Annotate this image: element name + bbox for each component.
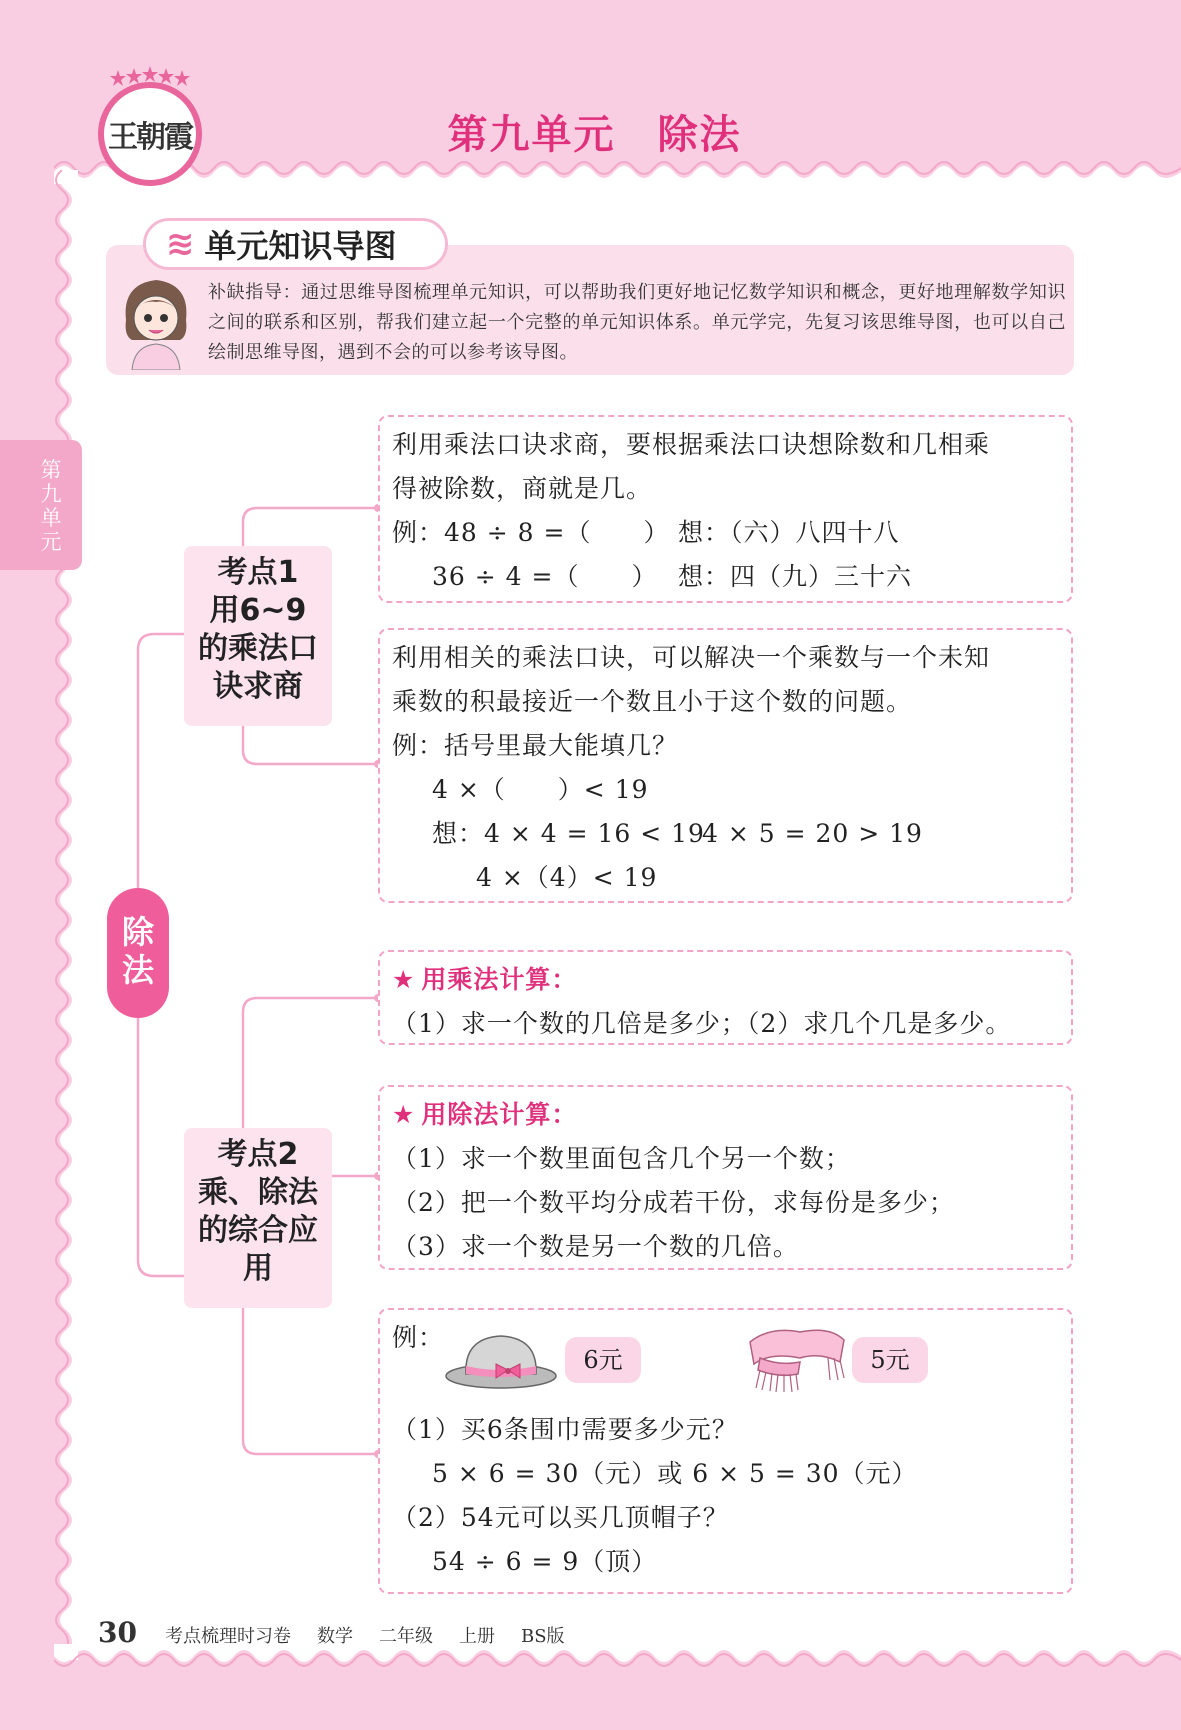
- box-text-line: （1）求一个数的几倍是多少；（2）求几个几是多少。: [392, 1009, 1012, 1038]
- equation-left: 想：4 × 4 = 16 < 19: [432, 819, 705, 848]
- box-heading-text: 用乘法计算：: [421, 965, 578, 994]
- wave-lines-icon: ≋: [166, 224, 195, 264]
- node-line: 用6~9: [209, 593, 307, 628]
- logo-text: 王朝霞: [108, 120, 192, 155]
- box-text-line: 利用相关的乘法口诀，可以解决一个乘数与一个未知: [392, 643, 991, 672]
- book-title: 考点梳理时习卷: [164, 1626, 291, 1647]
- answer: 5 × 6 = 30（元）或 6 × 5 = 30（元）: [432, 1459, 918, 1488]
- girl-avatar-icon: [116, 270, 196, 370]
- guide-text: 补缺指导：通过思维导图梳理单元知识，可以帮助我们更好地记忆数学知识和概念，更好地理解数学知识之间的联系和区别，帮我们建立起一个完整的单元知识体系。单元学完，先复习该思维导图，也可以自己绘制思维导图，遇到不会的可以参考该导图。: [208, 282, 1066, 363]
- page-title: 第九单元 除法: [447, 112, 742, 158]
- page-number: 30: [98, 1616, 137, 1649]
- node-line: 用: [243, 1251, 273, 1286]
- mindmap-node-kaodian2: [184, 1128, 332, 1308]
- box-text-line: （2）把一个数平均分成若干份，求每份是多少；: [392, 1188, 955, 1217]
- mindmap-node-kaodian1: [184, 546, 332, 726]
- knowledge-box-3: [378, 950, 1073, 1045]
- knowledge-box-1: [378, 415, 1073, 603]
- root-char: 除法: [121, 913, 154, 989]
- question: （2）54元可以买几顶帽子？: [392, 1503, 729, 1532]
- example-label: 例：: [392, 1323, 445, 1352]
- box-text-line: 利用乘法口诀求商，要根据乘法口诀想除数和几相乘: [392, 430, 991, 459]
- section-title: 单元知识导图: [204, 227, 397, 265]
- node-line: 诀求商: [213, 669, 303, 704]
- example-left: 36 ÷ 4 =（ ）: [432, 562, 658, 591]
- edition: BS版: [520, 1626, 565, 1647]
- example-right: 想：（六）八四十八: [678, 518, 900, 547]
- subject: 数学: [316, 1626, 353, 1647]
- equation: 4 ×（4）< 19: [476, 863, 658, 892]
- star-icon: ★: [392, 1100, 416, 1129]
- example-left: 例：48 ÷ 8 =（ ）: [392, 518, 670, 547]
- side-tab-unit: [0, 440, 82, 570]
- scarf-icon: [740, 1322, 850, 1394]
- equation-right: 4 × 5 = 20 > 19: [702, 819, 923, 848]
- price-tag-hat: 6元: [565, 1337, 641, 1383]
- answer: 54 ÷ 6 = 9（顶）: [432, 1547, 658, 1576]
- node-line: 考点2: [217, 1137, 299, 1172]
- example-row: [392, 555, 1059, 599]
- box-text-line: 例：括号里最大能填几？: [392, 731, 679, 760]
- question: （1）买6条围巾需要多少元？: [392, 1415, 738, 1444]
- box-heading: [392, 958, 1059, 1002]
- frame-wave-left: [54, 170, 78, 1660]
- node-line: 的乘法口: [198, 631, 318, 666]
- box-heading: [392, 1093, 1059, 1137]
- mindmap-root: [107, 888, 169, 1018]
- node-line: 的综合应: [198, 1213, 318, 1248]
- page-footer: [98, 1616, 591, 1649]
- box-text-line: （3）求一个数是另一个数的几倍。: [392, 1232, 799, 1261]
- equation: 4 ×（ ）< 19: [432, 775, 649, 804]
- node-line: 乘、除法: [198, 1175, 318, 1210]
- hat-icon: [444, 1326, 558, 1390]
- box-heading-text: 用除法计算：: [421, 1100, 578, 1129]
- knowledge-box-4: [378, 1085, 1073, 1270]
- box-text-line: 得被除数，商就是几。: [392, 474, 653, 503]
- side-tab-char: 元: [40, 530, 62, 554]
- side-tab-char: 第: [40, 458, 62, 482]
- section-header: [143, 218, 448, 270]
- node-line: 考点1: [217, 555, 299, 590]
- equation-row: [392, 812, 1059, 856]
- grade: 二年级: [378, 1626, 433, 1647]
- box-text-line: 乘数的积最接近一个数且小于这个数的问题。: [392, 687, 913, 716]
- side-tab-char: 单: [40, 506, 62, 530]
- price-tag-scarf: 5元: [852, 1337, 928, 1383]
- example-row: [392, 511, 1059, 555]
- knowledge-box-2: [378, 628, 1073, 903]
- side-tab-char: 九: [40, 482, 62, 506]
- star-icon: ★: [392, 965, 416, 994]
- volume: 上册: [458, 1626, 495, 1647]
- box-text-line: （1）求一个数里面包含几个另一个数；: [392, 1144, 851, 1173]
- example-right: 想：四（九）三十六: [678, 562, 913, 591]
